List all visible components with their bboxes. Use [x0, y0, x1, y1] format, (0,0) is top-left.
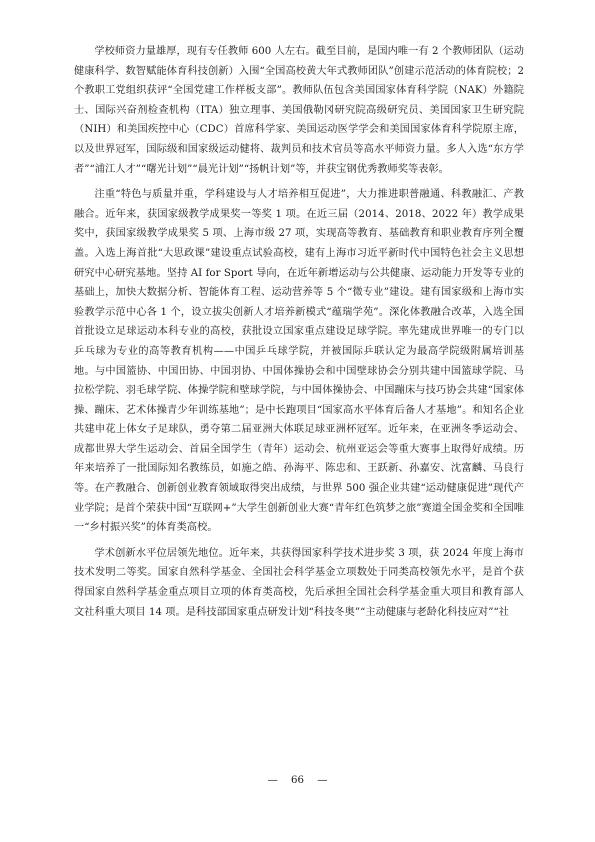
paragraph-research: 学术创新水平位居领先地位。近年来，共获得国家科学技术进步奖 3 项，获 2024 年度上海市技术发明二等奖。国家自然科学基金、全国社会科学基金立项数处于同类高校领先水平，是首个获得国家自然科学基金重点项目立项的体育类高校，先后承担全国社会科学基金重大项目和教育部人文社科重大项目 14 项。是科技部国家重点研发计划“科技冬奥”“主动健康与老龄化科技应对”“社: [74, 547, 524, 618]
paragraph-faculty: 学校师资力量雄厚，现有专任教师 600 人左右。截至目前，是国内唯一有 2 个教师团队（运动健康科学、数智赋能体育科技创新）入围“全国高校黄大年式教师团队”创建示范活动的体育院校；2 个教职工党组织获评“全国党建工作样板支部”。教师队伍包含美国国家体育科学院（NAK）外籍院士、国际兴奋剂检查机构（ITA）独立理事、美国俄勒冈研究院高级研究员、美国国家卫生研究院（NIH）和美国疾控中心（CDC）首席科学家、美国运动医学学会和美国国家体育科学院原主席，以及世界冠军，国际级和国家级运动健将、裁判员和技术官员等高水平师资力量。多人入选“东方学者”“浦江人才”“曙光计划”“晨光计划”“扬帆计划”等，并获宝钢优秀教师奖等表彰。: [74, 46, 524, 175]
footer-dash-left: —: [267, 775, 278, 786]
paragraph-education: 注重“特色与质量并重，学科建设与人才培养相互促进”，大力推进职普融通、科教融汇、产教融合。近年来，获国家级教学成果奖一等奖 1 项。在近三届（2014、2018、2022 年）教学成果奖中，获国家级教学成果奖 5 项、上海市级 27 项，实现高等教育、基础教育和职业教育序列全覆盖。入选上海首批“大思政课”建设重点试验高校，建有上海市习近平新时代中国特色社会主义思想研究中心研究基地。坚持 AI for Sport 导向，在近年新增运动与公共健康、运动能力开发等专业的基础上，加快大数据分析、智能体育工程、运动营养等 5 个“微专业”建设。建有国家级和上海市实验教学示范中心各 1 个，设立拔尖创新人才培养新模式“蕴瑞学苑”。深化体教融合改革，入选全国首批设立足球运动本科专业的高校，获批设立国家重点建设足球学院。率先建成世界唯一的专门以乒乓球为专业的高等教育机构——中国乒乓球学院，并被国际乒联认定为最高学院级附属培训基地。与中国篮协、中国田协、中国羽协、中国体操协会和中国壁球协会分别共建中国篮球学院、马拉松学院、羽毛球学院、体操学院和壁球学院，与中国体操协会、中国蹦床与技巧协会共建“国家体操、蹦床、艺术体操青少年训练基地”；是中长跑项目“国家高水平体育后备人才基地”。和知名企业共建申花上体女子足球队，勇夺第二届亚洲大体联足球亚洲杯冠军。近年来，在亚洲冬季运动会、成都世界大学生运动会、首届全国学生（青年）运动会、杭州亚运会等重大赛事上取得好成绩。历年来培养了一批国际知名教练员，如施之皓、孙海平、陈忠和、王跃新、孙嘉安、沈富麟、马良行等。在产教融合、创新创业教育领域取得突出成绩，与世界 500 强企业共建“运动健康促进”现代产业学院；是首个荣获中国“互联网+”大学生创新创业大赛“青年红色筑梦之旅”赛道全国金奖和全国唯一“乡村振兴奖”的体育类高校。: [74, 189, 524, 534]
page-number: 66: [291, 775, 304, 786]
page-footer: [0, 775, 595, 786]
footer-dash-right: —: [317, 775, 328, 786]
document-body: [74, 42, 524, 628]
